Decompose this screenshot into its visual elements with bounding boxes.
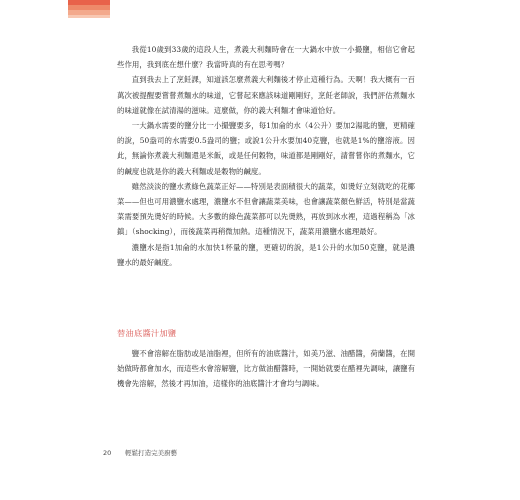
paragraph: 直到我去上了烹飪課，知道該怎麼煮義大利麵後才停止這種行為。天啊！我大概有一百萬次被提醒要嘗嘗煮麵水的味道，它嘗起來應該味道剛剛好，烹飪老師說，我們評估煮麵水的味道就像在試清湯的滋味。這麼做，你的義大利麵才會味道恰好。 [117,75,415,115]
paragraph: 我從10歲到33歲的這段人生，煮義大利麵時會在一大鍋水中放一小撮鹽，相信它會起些作用，我到底在想什麼？我當時真的有在思考嗎？ [117,45,415,70]
page-footer [103,448,177,457]
body-text [117,42,415,270]
section-heading: 替油底醬汁加鹽 [117,328,177,338]
decorative-color-bar [68,0,110,18]
paragraph: 濃鹽水是指1加侖的水加快1杯量的鹽，更確切的說，是1公升的水加50克鹽，就是濃鹽水的最好鹹度。 [117,242,415,267]
paragraph: 鹽不會溶解在脂肪或是油脂裡，但所有的油底醬汁，如美乃滋、油醋醬，荷蘭醬，在開始做時都會加水，而這些水會溶解鹽，比方做油醋醬時，一開始就要在醋裡先調味，讓鹽有機會先溶解，然後才再加油，這樣你的油底醬汁才會均勻調味。 [117,349,415,389]
page-number: 20 [103,449,112,457]
paragraph: 雖然淡淡的鹽水煮綠色蔬菜正好——特別是表面積很大的蔬菜，如燙好立刻就吃的花椰菜——但也可用濃鹽水處理，濃鹽水不但會讓蔬菜美味，也會讓蔬菜顏色鮮活，特別是當蔬菜需要預先燙好的時候。大多數的綠色蔬菜都可以先燙熟，再放到冰水裡，這過程稱為「冰鎮」（shocking），而後蔬菜再稍微加熱。這種情況下，蔬菜用濃鹽水處理最好。 [117,181,415,237]
paragraph: 一大鍋水需要的鹽分比一小撮鹽要多，每1加侖的水（4公升）要加2湯匙的鹽，更精確的說，50盎司的水需要0.5盎司的鹽；或說1公升水要加40克鹽，也就是1%的鹽溶液。因此，無論你煮義大利麵還是米飯，或是任何穀物，味道都是剛剛好，請嘗嘗你的煮麵水，它的鹹度也就是你的義大利麵或是穀物的鹹度。 [117,121,415,176]
color-bar-stripe [68,15,110,18]
section-body [117,346,415,392]
running-title: 輕鬆打造完美廚藝 [125,449,178,457]
